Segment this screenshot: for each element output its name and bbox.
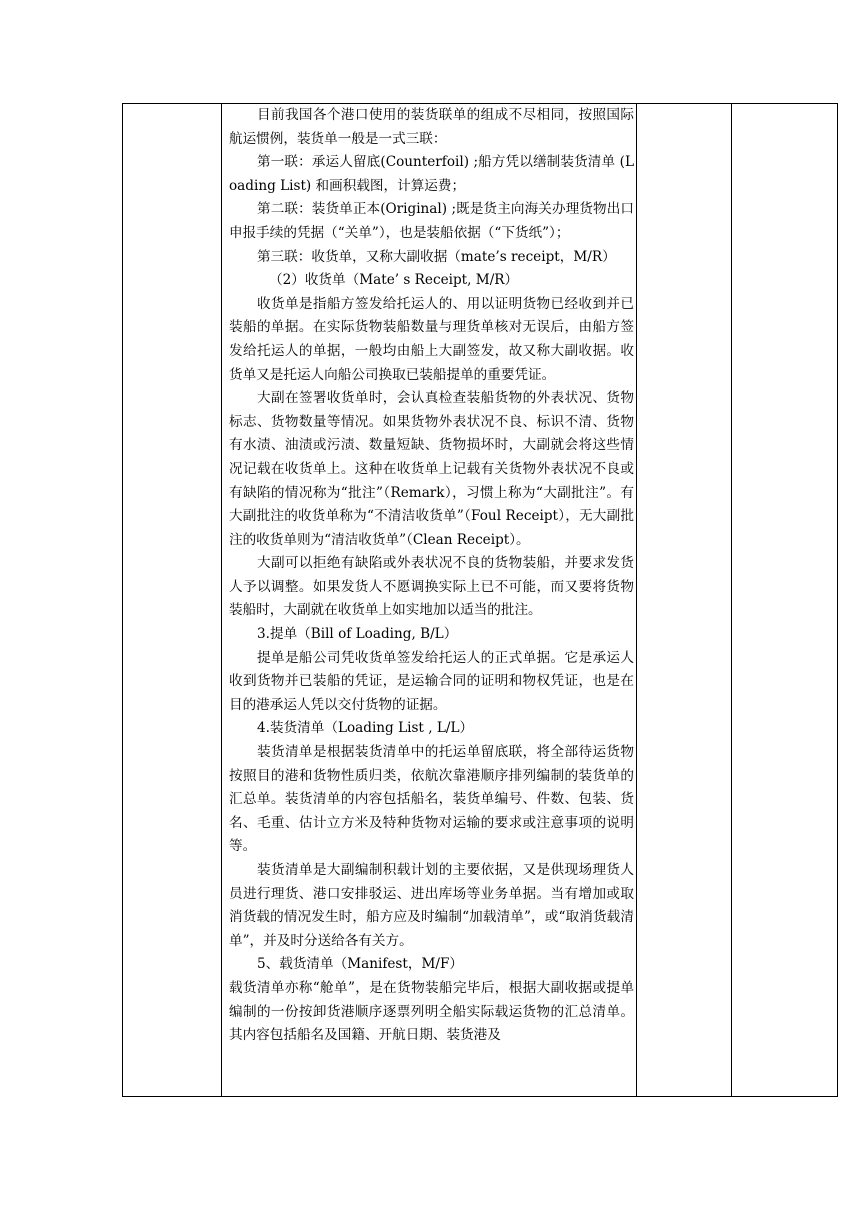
content-column <box>229 104 634 1096</box>
section-heading: （2）收货单（Mate’ s Receipt, M/R） <box>269 272 519 289</box>
paragraph: 装货清单是根据装货清单中的托运单留底联，将全部待运货物按照目的港和货物性质归类，依航次靠港顺序排列编制的装货单的汇总单。装货清单的内容包括船名，装货单编号、件数、包装、货名、毛重、估计立方米及特种货物对运输的要求或注意事项的说明等。 <box>229 744 634 855</box>
paragraph: 大副可以拒绝有缺陷或外表状况不良的货物装船，并要求发货人予以调整。如果发货人不愿调换实际上已不可能，而又要将货物装船时，大副就在收货单上如实地加以适当的批注。 <box>229 555 634 619</box>
document-table <box>122 103 838 1097</box>
paragraph: 目前我国各个港口使用的装货联单的组成不尽相同，按照国际航运惯例，装货单一般是一式三联： <box>229 107 634 147</box>
paragraph: 载货清单亦称“舱单”，是在货物装船完毕后，根据大副收据或提单编制的一份按卸货港顺序逐票列明全船实际载运货物的汇总清单。其内容包括船名及国籍、开航日期、装货港及 <box>229 979 634 1044</box>
section-heading: 4.装货清单（Loading List , L/L） <box>257 720 474 737</box>
column-divider-2 <box>636 104 637 1096</box>
section-heading: 3.提单（Bill of Loading, B/L） <box>257 626 458 643</box>
paragraph: 装货清单是大副编制积载计划的主要依据，又是供现场理货人员进行理货、港口安排驳运、进出库场等业务单据。当有增加或取消货载的情况发生时，船方应及时编制“加载清单”，或“取消货载清单”，并及时分送给各有关方。 <box>229 862 634 949</box>
paragraph: 收货单是指船方签发给托运人的、用以证明货物已经收到并已装船的单据。在实际货物装船数量与理货单核对无误后，由船方签发给托运人的单据，一般均由船上大副签发，故又称大副收据。收货单又是托运人向船公司换取已装船提单的重要凭证。 <box>229 295 634 383</box>
paragraph: 第三联：收货单，又称大副收据（mate’s receipt，M/R） <box>257 248 616 265</box>
column-divider-1 <box>221 104 222 1096</box>
column-divider-3 <box>731 104 732 1096</box>
paragraph: 大副在签署收货单时，会认真检查装船货物的外表状况、货物标志、货物数量等情况。如果货物外表状况不良、标识不清、货物有水渍、油渍或污渍、数量短缺、货物损坏时，大副就会将这些情况记载在收货单上。这种在收货单上记载有关货物外表状况不良或有缺陷的情况称为“批注”（Remark），习惯上称为“大副批注”。有大副批注的收货单称为“不清洁收货单”（Foul Receipt），无大副批注的收货单则为“清洁收货单”（Clean Receipt）。 <box>229 390 634 548</box>
paragraph: 第一联：承运人留底(Counterfoil) ;船方凭以缮制装货清单 (Loading List) 和画积载图，计算运费； <box>229 154 634 194</box>
section-heading: 5、载货清单（Manifest，M/F） <box>257 956 463 973</box>
paragraph: 提单是船公司凭收货单签发给托运人的正式单据。它是承运人收到货物并已装船的凭证，是运输合同的证明和物权凭证，也是在目的港承运人凭以交付货物的证据。 <box>229 649 634 713</box>
paragraph: 第二联：装货单正本(Original) ;既是货主向海关办理货物出口申报手续的凭据（“关单”），也是装船依据（“下货纸”）； <box>229 201 634 241</box>
